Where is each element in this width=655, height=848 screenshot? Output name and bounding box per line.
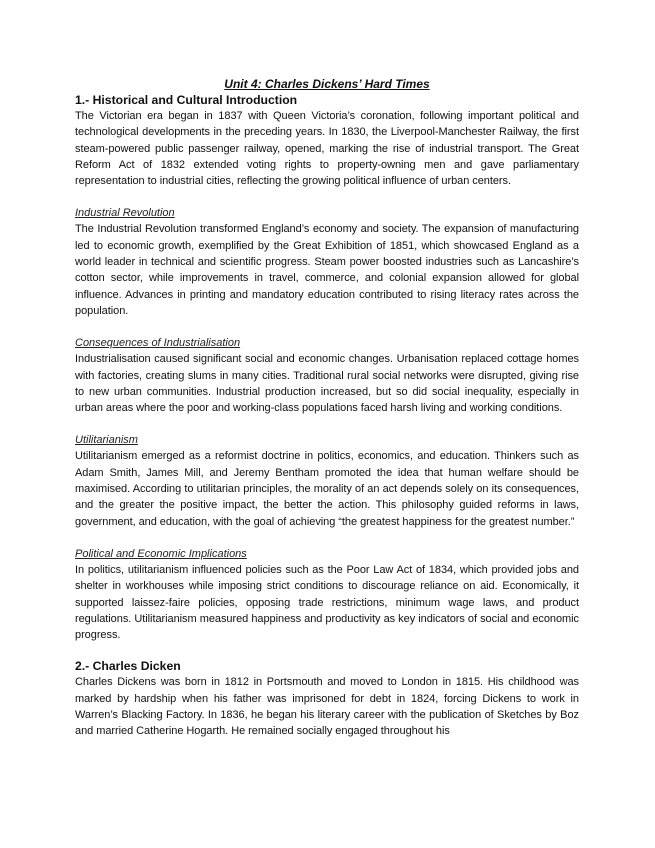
paragraph-political-economic-implications: In politics, utilitarianism influenced policies such as the Poor Law Act of 1834, which provided jobs and shelter in workhouses while imposing strict conditions to discourage reliance on aid. Economically, it supported laissez-faire policies, opposing trade restrictions, minimum wage laws, and product regulations. Utilitarianism measured happiness and productivity as key indicators of social and economic progress.: [75, 563, 579, 642]
page-title: Unit 4: Charles Dickens’ Hard Times: [224, 77, 430, 91]
paragraph-victorian-era: The Victorian era began in 1837 with Queen Victoria’s coronation, following important political and technological developments in the preceding years. In 1830, the Liverpool-Manchester Railway, the first steam-powered public passenger railway, opened, marking the rise of industrial transport. The Great Reform Act of 1832 extended voting rights to property-owning men and gave parliamentary representation to industrial cities, reflecting the growing political influence of urban centers.: [75, 110, 579, 188]
paragraph-consequences-of-industrialisation: Industrialisation caused significant social and economic changes. Urbanisation replaced cottage homes with factories, creating slums in many cities. Traditional rural social networks were disrupted, giving rise to new urban communities. Industrial production increased, but so did social inequality, especially in urban areas where the poor and working-class populations faced harsh living and working conditions.: [75, 353, 579, 415]
subheading-political-economic-implications: Political and Economic Implications: [75, 547, 247, 560]
subheading-consequences-of-industrialisation: Consequences of Industrialisation: [75, 337, 241, 350]
subheading-industrial-revolution: Industrial Revolution: [75, 207, 175, 220]
subheading-utilitarianism: Utilitarianism: [75, 434, 138, 447]
paragraph-charles-dickens-biography: Charles Dickens was born in 1812 in Portsmouth and moved to London in 1815. His childhood was marked by hardship when his father was imprisoned for debt in 1824, forcing Dickens to work in Warren’s Blacking Factory. In 1836, he began his literary career with the publication of Sketches by Boz and married Catherine Hogarth. He remained socially engaged throughout his: [75, 676, 579, 738]
paragraph-industrial-revolution: The Industrial Revolution transformed England’s economy and society. The expansion of manufacturing led to economic growth, exemplified by the Great Exhibition of 1851, which showcased England as a world leader in technical and scientific progress. Steam power boosted industries such as Lancashire’s cotton sector, while improvements in travel, commerce, and colonial expansion allowed for global influence. Advances in printing and mandatory education contributed to rising literacy rates across the population.: [75, 223, 579, 317]
section-heading-historical-introduction: 1.- Historical and Cultural Introduction: [75, 93, 298, 107]
section-heading-charles-dicken: 2.- Charles Dicken: [75, 659, 181, 674]
paragraph-utilitarianism: Utilitarianism emerged as a reformist doctrine in politics, economics, and education. Thinkers such as Adam Smith, James Mill, and Jeremy Bentham promoted the idea that human welfare should be maximised. According to utilitarian principles, the morality of an act depends solely on its consequences, and the greater the positive impact, the better the action. This philosophy guided reforms in laws, government, and education, with the goal of achieving “the greatest happiness for the greatest number.”: [75, 450, 579, 528]
document-page: [75, 77, 579, 740]
